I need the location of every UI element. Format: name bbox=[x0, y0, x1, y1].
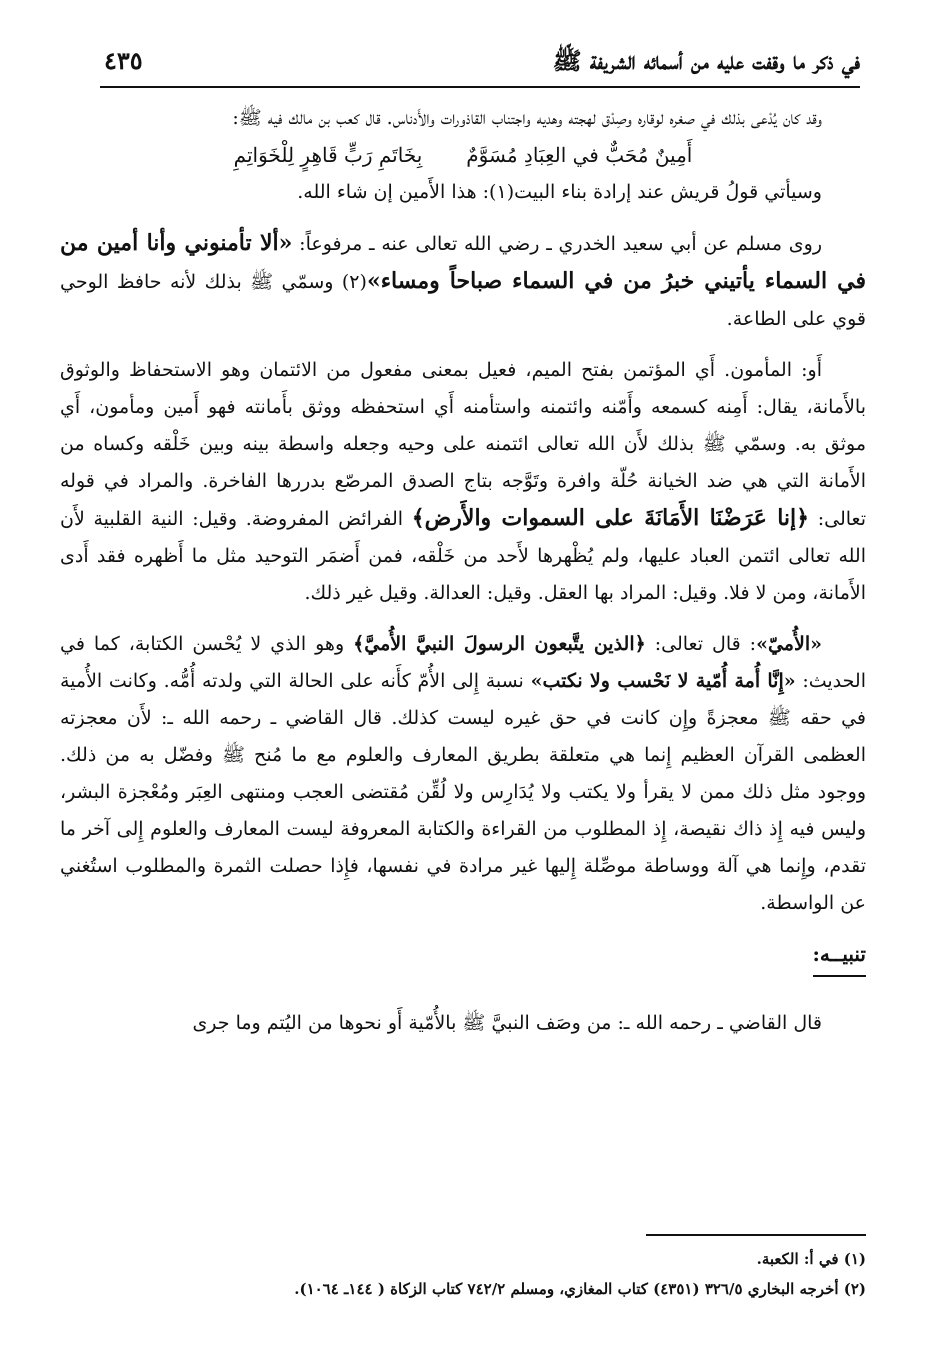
paragraph-4-c: نسبة إِلى الأُمّ كأَنه على الحالة التي ولدته أُمُّه. وكانت الأُمية في حقه ﷺ معجزةً وإِن كانت في حق غيره ليست كذلك. قال القاضي ـ رحمه الله ـ: لأَن معجزته العظمى القرآن العظيم إِنما هي متعلقة بطريق المعارف والعلوم مع ما مُنح ﷺ وفضّل به من ذلك. ووجود مثل ذلك ممن لا يقرأ ولا يكتب ولا يُدَارِس ولا لُقِّن مُقتضى العجب ومنتهى العِبَر ومُعْجزة البشر، وليس فيه إِذ ذاك نقيصة، إِذ المطلوب من القراءة والكتابة المعروفة ليست المعارف والعلوم إِلى آخر ما تقدم، وإِنما هي آلة ووساطة موصِّلة إِليها غير مرادة في نفسها، فإِذا حصلت الثمرة والمطلوب استُغني عن الواسطة. bbox=[60, 670, 866, 914]
footnote-2: (٢) أخرجه البخاري ٣٢٦/٥ (٤٣٥١) كتاب المغازي، ومسلم ٧٤٢/٢ كتاب الزكاة ( ١٤٤ـ ١٠٦٤). bbox=[294, 1280, 866, 1298]
paragraph-1-text: وقد كان يُدْعى بذلك في صغره لوقاره وصِدْق لهجته وهديه واجتناب القاذورات والأَدناس. قال كعب بن مالك فيه ﷺ: bbox=[232, 107, 822, 129]
section-heading: تنبيــه: bbox=[813, 936, 867, 977]
paragraph-4-b: وهو الذي لا يُحْسن الكتابة، كما في الحديث: bbox=[60, 633, 866, 692]
paragraph-5-text: قال القاضي ـ رحمه الله ـ: من وصَف النبيَّ ﷺ بالأُمّية أَو نحوها من اليُتم وما جرى bbox=[192, 1012, 822, 1034]
paragraph-2-end: (٢) وسمّي ﷺ بذلك لأنه حافظ الوحي قوي على الطاعة. bbox=[60, 271, 866, 330]
paragraph-3-end: الفرائض المفروضة. وقيل: النية القلبية لأَن الله تعالى ائتمن العباد عليها، ولم يُظْهرها لأَحد من خَلْقه، فمن أَضمَر التوحيد مثل ما أَظهره فقد أَدى الأَمانة، ومن لا فلا. وقيل: المراد بها العقل. وقيل: العدالة. وقيل غير ذلك. bbox=[60, 508, 866, 604]
header-title: في ذكر ما وقفت عليه من أسمائه الشريفة ﷺ bbox=[552, 46, 860, 75]
footnotes bbox=[60, 1244, 866, 1304]
section-heading-wrap bbox=[60, 936, 866, 997]
main-text bbox=[60, 100, 866, 1056]
paragraph-1-end bbox=[60, 174, 866, 211]
poem-verse bbox=[60, 137, 866, 174]
paragraph-3-start: أَو: المأمون. أَي المؤتمن بفتح الميم، فعيل بمعنى مفعول من الائتمان وهو الاستحفاظ والوثوق بالأَمانة، يقال: أَمِنه كسمعه وأَمّنه وائتمنه واستأمنه أَي استحفظه ووثق بأَمانته فهو أَمين ومأمون، أَي موثق به. وسمّي ﷺ بذلك لأَن الله تعالى ائتمنه على وحيه وجعله واسطة بينه وبين خَلْقه وكساه من الأَمانة التي هي ضد الخيانة حُلّة وافرة وتَوَّجه بتاج الصدق المرصّع بدررها الفاخرة. والمراد في قوله تعالى: bbox=[60, 359, 866, 530]
paragraph-1-end-text: وسيأتي قولُ قريش عند إرادة بناء البيت(١): هذا الأَمين إن شاء الله. bbox=[297, 181, 822, 203]
hadith-quote-2: «إِنَّا أُمة أُمّية لا نَحْسب ولا نكتب» bbox=[530, 670, 796, 692]
term-ummi: «الأُميّ» bbox=[756, 633, 822, 655]
poem-hemistich-first: أَمِينٌ مُحَبٌّ في العِبَادِ مُسَوَّمٌ bbox=[466, 143, 693, 167]
hadith-quote-1: «ألا تأمنوني وأنا أمين من في السماء يأتيني خبرُ من في السماء صباحاً ومساء» bbox=[60, 230, 866, 294]
footnote-1: (١) في أ: الكعبة. bbox=[756, 1250, 866, 1268]
paragraph-5 bbox=[60, 1005, 866, 1042]
quran-quote-2: ﴿الذين يتَّبعون الرسولَ النبيَّ الأُميَّ﴾ bbox=[353, 633, 646, 655]
header-divider bbox=[100, 86, 860, 88]
quran-quote-1: ﴿إنا عَرَضْنَا الأَمَانَةَ على السموات والأَرض﴾ bbox=[411, 505, 810, 531]
paragraph-2-start: روى مسلم عن أبي سعيد الخدري ـ رضي الله تعالى عنه ـ مرفوعاً: bbox=[292, 233, 823, 255]
poem-hemistich-second: بِخَاتَمِ رَبٍّ قَاهِرٍ لِلْخَوَاتِمِ bbox=[233, 143, 423, 167]
paragraph-4-a: : قال تعالى: bbox=[645, 633, 757, 655]
page-number: ٤٣٥ bbox=[104, 46, 143, 75]
paragraph-1 bbox=[60, 100, 866, 137]
paragraph-2 bbox=[60, 225, 866, 338]
footnote-divider bbox=[646, 1234, 866, 1236]
running-header bbox=[100, 40, 860, 86]
paragraph-4 bbox=[60, 626, 866, 922]
paragraph-3 bbox=[60, 352, 866, 612]
